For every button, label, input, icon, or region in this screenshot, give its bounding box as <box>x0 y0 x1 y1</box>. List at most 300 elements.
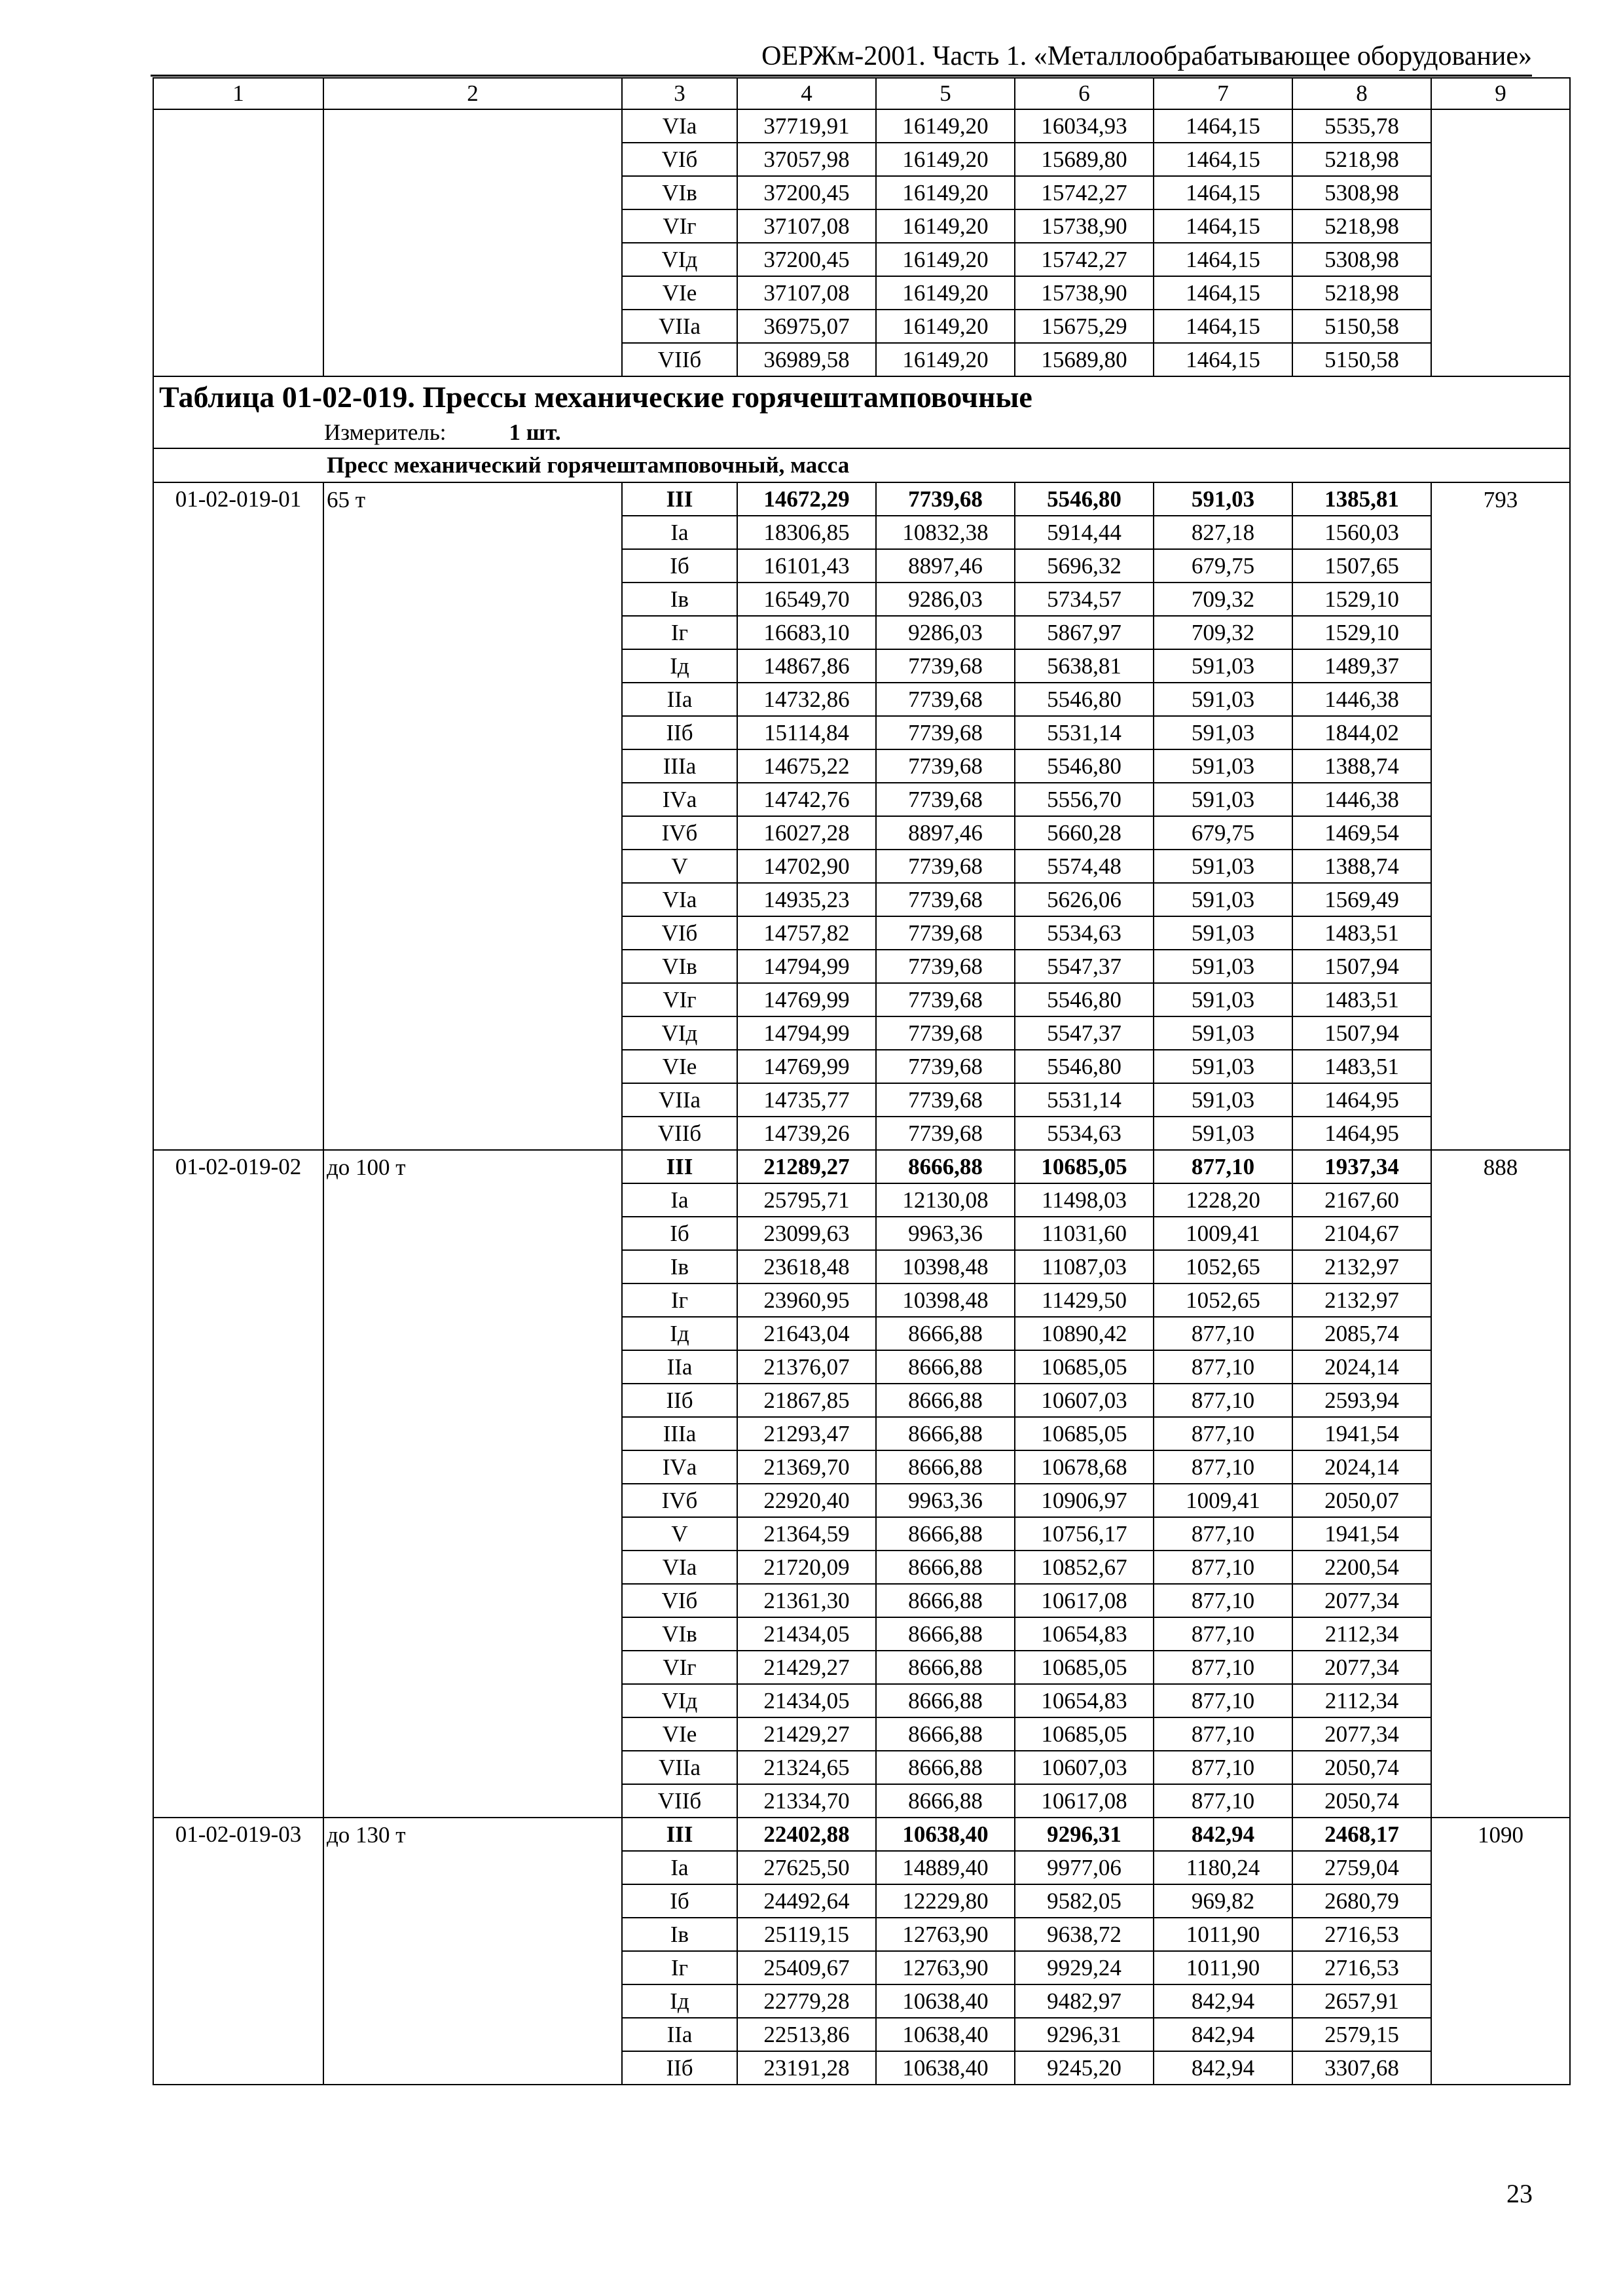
name-cell <box>323 1083 622 1117</box>
value-cell: 10852,67 <box>1015 1551 1154 1584</box>
code-cell <box>153 1350 323 1384</box>
code-cell <box>153 310 323 343</box>
code-cell <box>153 1517 323 1551</box>
value-cell: 36989,58 <box>737 343 876 376</box>
value-cell: 2112,34 <box>1292 1617 1431 1651</box>
value-cell: 2579,15 <box>1292 2018 1431 2051</box>
value-cell: 21867,85 <box>737 1384 876 1417</box>
value-cell: 679,75 <box>1154 549 1292 583</box>
code-cell <box>153 343 323 376</box>
value-cell: 7739,68 <box>876 683 1015 716</box>
table-row <box>153 243 1570 276</box>
code-cell <box>153 516 323 549</box>
value-cell: 9963,36 <box>876 1217 1015 1250</box>
value-cell: 10607,03 <box>1015 1384 1154 1417</box>
value-cell: 21369,70 <box>737 1450 876 1484</box>
code-cell <box>153 1717 323 1751</box>
value-cell: 37200,45 <box>737 176 876 209</box>
zone-cell: Iб <box>622 1884 737 1918</box>
value-cell: 8897,46 <box>876 816 1015 850</box>
code-cell <box>153 783 323 816</box>
value-cell: 12763,90 <box>876 1918 1015 1951</box>
value-cell: 14702,90 <box>737 850 876 883</box>
value-cell: 14742,76 <box>737 783 876 816</box>
value-cell: 10654,83 <box>1015 1617 1154 1651</box>
table-row <box>153 549 1570 583</box>
value-cell: 679,75 <box>1154 816 1292 850</box>
zone-cell: IIIа <box>622 749 737 783</box>
value-cell: 7739,68 <box>876 482 1015 516</box>
code-cell <box>153 1751 323 1784</box>
name-cell <box>323 1617 622 1651</box>
value-cell: 14794,99 <box>737 950 876 983</box>
value-cell: 15114,84 <box>737 716 876 749</box>
value-cell: 5574,48 <box>1015 850 1154 883</box>
value-cell: 1052,65 <box>1154 1283 1292 1317</box>
col9-cell <box>1431 816 1570 850</box>
code-cell <box>153 683 323 716</box>
table-row <box>153 1317 1570 1350</box>
col9-cell <box>1431 1884 1570 1918</box>
name-cell <box>323 1217 622 1250</box>
value-cell: 1507,94 <box>1292 1016 1431 1050</box>
col9-cell <box>1431 310 1570 343</box>
name-cell <box>323 1016 622 1050</box>
name-cell <box>323 209 622 243</box>
col9-cell <box>1431 343 1570 376</box>
table-row <box>153 310 1570 343</box>
name-cell <box>323 716 622 749</box>
value-cell: 2167,60 <box>1292 1183 1431 1217</box>
value-cell: 5218,98 <box>1292 276 1431 310</box>
value-cell: 709,32 <box>1154 583 1292 616</box>
subheading-row <box>153 448 1570 482</box>
table-row <box>153 1016 1570 1050</box>
value-cell: 14757,82 <box>737 916 876 950</box>
value-cell: 9296,31 <box>1015 2018 1154 2051</box>
value-cell: 591,03 <box>1154 649 1292 683</box>
value-cell: 16149,20 <box>876 209 1015 243</box>
col9-cell <box>1431 143 1570 176</box>
column-number: 6 <box>1015 78 1154 109</box>
value-cell: 5546,80 <box>1015 482 1154 516</box>
code-cell <box>153 276 323 310</box>
zone-cell: VIIа <box>622 1751 737 1784</box>
name-cell <box>323 850 622 883</box>
value-cell: 2132,97 <box>1292 1250 1431 1283</box>
value-cell: 877,10 <box>1154 1584 1292 1617</box>
zone-cell: IIб <box>622 2051 737 2085</box>
value-cell: 9638,72 <box>1015 1918 1154 1951</box>
code-cell: 01-02-019-02 <box>153 1150 323 1183</box>
zone-cell: III <box>622 1150 737 1183</box>
value-cell: 21364,59 <box>737 1517 876 1551</box>
value-cell: 877,10 <box>1154 1751 1292 1784</box>
name-cell <box>323 1250 622 1283</box>
table-row <box>153 1050 1570 1083</box>
name-cell <box>323 1751 622 1784</box>
zone-cell: Iд <box>622 1317 737 1350</box>
name-cell <box>323 1684 622 1717</box>
column-number: 9 <box>1431 78 1570 109</box>
code-cell <box>153 816 323 850</box>
value-cell: 2024,14 <box>1292 1450 1431 1484</box>
value-cell: 10398,48 <box>876 1250 1015 1283</box>
code-cell <box>153 1951 323 1984</box>
zone-cell: Iв <box>622 583 737 616</box>
table-row <box>153 1183 1570 1217</box>
code-cell <box>153 1384 323 1417</box>
value-cell: 2024,14 <box>1292 1350 1431 1384</box>
col9-cell <box>1431 176 1570 209</box>
zone-cell: Iг <box>622 1283 737 1317</box>
code-cell: 01-02-019-03 <box>153 1818 323 1851</box>
value-cell: 1464,15 <box>1154 343 1292 376</box>
value-cell: 2077,34 <box>1292 1717 1431 1751</box>
table-row <box>153 983 1570 1016</box>
value-cell: 16549,70 <box>737 583 876 616</box>
value-cell: 2085,74 <box>1292 1317 1431 1350</box>
code-cell <box>153 850 323 883</box>
code-cell <box>153 1450 323 1484</box>
name-cell <box>323 1717 622 1751</box>
value-cell: 591,03 <box>1154 950 1292 983</box>
value-cell: 7739,68 <box>876 649 1015 683</box>
name-cell <box>323 276 622 310</box>
table-row <box>153 1651 1570 1684</box>
zone-cell: VIIа <box>622 1083 737 1117</box>
value-cell: 37057,98 <box>737 143 876 176</box>
name-cell <box>323 1551 622 1584</box>
code-cell <box>153 950 323 983</box>
value-cell: 1483,51 <box>1292 1050 1431 1083</box>
value-cell: 16149,20 <box>876 343 1015 376</box>
value-cell: 1446,38 <box>1292 783 1431 816</box>
name-cell <box>323 1918 622 1951</box>
zone-cell: VIIа <box>622 310 737 343</box>
value-cell: 1464,95 <box>1292 1083 1431 1117</box>
value-cell: 877,10 <box>1154 1551 1292 1584</box>
zone-cell: VIе <box>622 1050 737 1083</box>
col9-cell <box>1431 209 1570 243</box>
value-cell: 5308,98 <box>1292 176 1431 209</box>
table-row <box>153 1350 1570 1384</box>
name-cell: 65 т <box>323 482 622 516</box>
code-cell <box>153 716 323 749</box>
value-cell: 877,10 <box>1154 1450 1292 1484</box>
zone-cell: Iд <box>622 649 737 683</box>
table-row <box>153 176 1570 209</box>
value-cell: 12763,90 <box>876 1951 1015 1984</box>
value-cell: 15689,80 <box>1015 143 1154 176</box>
value-cell: 591,03 <box>1154 1083 1292 1117</box>
value-cell: 16149,20 <box>876 109 1015 143</box>
value-cell: 7739,68 <box>876 1083 1015 1117</box>
code-cell <box>153 1050 323 1083</box>
col9-cell <box>1431 1250 1570 1283</box>
value-cell: 5660,28 <box>1015 816 1154 850</box>
column-number: 5 <box>876 78 1015 109</box>
zone-cell: Iг <box>622 616 737 649</box>
value-cell: 10678,68 <box>1015 1450 1154 1484</box>
column-number: 1 <box>153 78 323 109</box>
value-cell: 877,10 <box>1154 1350 1292 1384</box>
col9-cell <box>1431 683 1570 716</box>
code-cell <box>153 1183 323 1217</box>
value-cell: 1489,37 <box>1292 649 1431 683</box>
name-cell <box>323 2051 622 2085</box>
name-cell <box>323 143 622 176</box>
col9-cell <box>1431 1851 1570 1884</box>
value-cell: 1507,65 <box>1292 549 1431 583</box>
value-cell: 591,03 <box>1154 883 1292 916</box>
value-cell: 10638,40 <box>876 1984 1015 2018</box>
value-cell: 37719,91 <box>737 109 876 143</box>
value-cell: 2716,53 <box>1292 1918 1431 1951</box>
col9-cell <box>1431 1717 1570 1751</box>
value-cell: 2050,07 <box>1292 1484 1431 1517</box>
col9-cell <box>1431 2018 1570 2051</box>
table-row <box>153 916 1570 950</box>
value-cell: 1228,20 <box>1154 1183 1292 1217</box>
name-cell <box>323 1283 622 1317</box>
code-cell <box>153 1918 323 1951</box>
col9-cell <box>1431 783 1570 816</box>
code-cell <box>153 1851 323 1884</box>
code-cell <box>153 1484 323 1517</box>
zone-cell: VIIб <box>622 343 737 376</box>
value-cell: 1469,54 <box>1292 816 1431 850</box>
value-cell: 591,03 <box>1154 1050 1292 1083</box>
table-row <box>153 516 1570 549</box>
col9-cell <box>1431 1551 1570 1584</box>
table-row <box>153 1951 1570 1984</box>
value-cell: 877,10 <box>1154 1617 1292 1651</box>
col9-cell: 793 <box>1431 482 1570 516</box>
code-cell <box>153 176 323 209</box>
code-cell <box>153 749 323 783</box>
name-cell <box>323 1350 622 1384</box>
code-cell <box>153 1083 323 1117</box>
code-cell: 01-02-019-01 <box>153 482 323 516</box>
value-cell: 16149,20 <box>876 310 1015 343</box>
value-cell: 1464,95 <box>1292 1117 1431 1150</box>
code-cell <box>153 1584 323 1617</box>
zone-cell: IIа <box>622 683 737 716</box>
zone-cell: VIIб <box>622 1117 737 1150</box>
value-cell: 10607,03 <box>1015 1751 1154 1784</box>
value-cell: 10890,42 <box>1015 1317 1154 1350</box>
value-cell: 591,03 <box>1154 850 1292 883</box>
page-header: ОЕРЖм-2001. Часть 1. «Металлообрабатывающее оборудование» <box>151 38 1532 77</box>
value-cell: 16101,43 <box>737 549 876 583</box>
table-row <box>153 950 1570 983</box>
value-cell: 15742,27 <box>1015 176 1154 209</box>
name-cell <box>323 109 622 143</box>
meter-unit: 1 шт. <box>509 420 561 445</box>
value-cell: 877,10 <box>1154 1784 1292 1818</box>
zone-cell: VIв <box>622 176 737 209</box>
zone-cell: IVа <box>622 1450 737 1484</box>
value-cell: 21334,70 <box>737 1784 876 1818</box>
table-row <box>153 1717 1570 1751</box>
value-cell: 12229,80 <box>876 1884 1015 1918</box>
value-cell: 2716,53 <box>1292 1951 1431 1984</box>
value-cell: 11429,50 <box>1015 1283 1154 1317</box>
zone-cell: VIд <box>622 1684 737 1717</box>
value-cell: 8666,88 <box>876 1617 1015 1651</box>
zone-cell: VIг <box>622 1651 737 1684</box>
col9-cell <box>1431 1651 1570 1684</box>
value-cell: 2050,74 <box>1292 1751 1431 1784</box>
name-cell <box>323 983 622 1016</box>
table-title-row <box>153 376 1570 418</box>
value-cell: 5626,06 <box>1015 883 1154 916</box>
name-cell <box>323 1851 622 1884</box>
subheading: Пресс механический горячештамповочный, масса <box>153 448 1570 482</box>
col9-cell <box>1431 850 1570 883</box>
zone-cell: Iб <box>622 549 737 583</box>
zone-cell: IIIа <box>622 1417 737 1450</box>
value-cell: 591,03 <box>1154 1117 1292 1150</box>
value-cell: 591,03 <box>1154 983 1292 1016</box>
value-cell: 8666,88 <box>876 1551 1015 1584</box>
table-row <box>153 1851 1570 1884</box>
value-cell: 2132,97 <box>1292 1283 1431 1317</box>
value-cell: 22920,40 <box>737 1484 876 1517</box>
zone-cell: VIб <box>622 916 737 950</box>
value-cell: 2200,54 <box>1292 1551 1431 1584</box>
code-cell <box>153 983 323 1016</box>
code-cell <box>153 883 323 916</box>
col9-cell <box>1431 1617 1570 1651</box>
value-cell: 37200,45 <box>737 243 876 276</box>
value-cell: 21434,05 <box>737 1617 876 1651</box>
table-row <box>153 716 1570 749</box>
name-cell <box>323 1384 622 1417</box>
table-row <box>153 1617 1570 1651</box>
value-cell: 16034,93 <box>1015 109 1154 143</box>
value-cell: 25409,67 <box>737 1951 876 1984</box>
table-row <box>153 1283 1570 1317</box>
value-cell: 8666,88 <box>876 1751 1015 1784</box>
value-cell: 10906,97 <box>1015 1484 1154 1517</box>
value-cell: 1941,54 <box>1292 1417 1431 1450</box>
value-cell: 2050,74 <box>1292 1784 1431 1818</box>
col9-cell <box>1431 1016 1570 1050</box>
value-cell: 1569,49 <box>1292 883 1431 916</box>
col9-cell <box>1431 883 1570 916</box>
value-cell: 7739,68 <box>876 1050 1015 1083</box>
value-cell: 14769,99 <box>737 1050 876 1083</box>
value-cell: 25119,15 <box>737 1918 876 1951</box>
value-cell: 8666,88 <box>876 1350 1015 1384</box>
value-cell: 14732,86 <box>737 683 876 716</box>
zone-cell: VIг <box>622 983 737 1016</box>
value-cell: 2104,67 <box>1292 1217 1431 1250</box>
table-row <box>153 583 1570 616</box>
value-cell: 877,10 <box>1154 1384 1292 1417</box>
zone-cell: IVа <box>622 783 737 816</box>
value-cell: 1180,24 <box>1154 1851 1292 1884</box>
value-cell: 16027,28 <box>737 816 876 850</box>
value-cell: 7739,68 <box>876 1117 1015 1150</box>
value-cell: 1464,15 <box>1154 143 1292 176</box>
zone-cell: Iа <box>622 516 737 549</box>
value-cell: 877,10 <box>1154 1651 1292 1684</box>
value-cell: 877,10 <box>1154 1317 1292 1350</box>
value-cell: 14867,86 <box>737 649 876 683</box>
zone-cell: IIб <box>622 716 737 749</box>
name-cell: до 100 т <box>323 1150 622 1183</box>
zone-cell: IIа <box>622 1350 737 1384</box>
zone-cell: VIд <box>622 1016 737 1050</box>
price-table <box>153 77 1571 2085</box>
value-cell: 3307,68 <box>1292 2051 1431 2085</box>
value-cell: 10654,83 <box>1015 1684 1154 1717</box>
value-cell: 5867,97 <box>1015 616 1154 649</box>
col9-cell <box>1431 1684 1570 1717</box>
page-number: 23 <box>1506 2179 1533 2208</box>
col9-cell <box>1431 983 1570 1016</box>
value-cell: 8666,88 <box>876 1317 1015 1350</box>
value-cell: 5308,98 <box>1292 243 1431 276</box>
col9-cell <box>1431 1784 1570 1818</box>
value-cell: 1011,90 <box>1154 1918 1292 1951</box>
table-row <box>153 1250 1570 1283</box>
value-cell: 24492,64 <box>737 1884 876 1918</box>
code-cell <box>153 549 323 583</box>
name-cell <box>323 516 622 549</box>
value-cell: 5534,63 <box>1015 916 1154 950</box>
value-cell: 21429,27 <box>737 1651 876 1684</box>
value-cell: 591,03 <box>1154 916 1292 950</box>
col9-cell <box>1431 616 1570 649</box>
table-row <box>153 1083 1570 1117</box>
name-cell <box>323 1784 622 1818</box>
zone-cell: VIа <box>622 883 737 916</box>
code-cell <box>153 649 323 683</box>
value-cell: 15742,27 <box>1015 243 1154 276</box>
code-cell <box>153 1684 323 1717</box>
table-row <box>153 1150 1570 1183</box>
name-cell <box>323 1417 622 1450</box>
value-cell: 5546,80 <box>1015 683 1154 716</box>
col9-cell <box>1431 1484 1570 1517</box>
col9-cell <box>1431 1951 1570 1984</box>
value-cell: 8666,88 <box>876 1684 1015 1717</box>
value-cell: 9296,31 <box>1015 1818 1154 1851</box>
value-cell: 5534,63 <box>1015 1117 1154 1150</box>
col9-cell <box>1431 549 1570 583</box>
table-row <box>153 1918 1570 1951</box>
value-cell: 11031,60 <box>1015 1217 1154 1250</box>
value-cell: 10685,05 <box>1015 1350 1154 1384</box>
value-cell: 8666,88 <box>876 1584 1015 1617</box>
table-row <box>153 1884 1570 1918</box>
value-cell: 8666,88 <box>876 1717 1015 1751</box>
value-cell: 5218,98 <box>1292 143 1431 176</box>
value-cell: 1464,15 <box>1154 310 1292 343</box>
value-cell: 5547,37 <box>1015 1016 1154 1050</box>
name-cell <box>323 343 622 376</box>
zone-cell: Iв <box>622 1250 737 1283</box>
zone-cell: VIа <box>622 1551 737 1584</box>
value-cell: 10685,05 <box>1015 1651 1154 1684</box>
column-number: 8 <box>1292 78 1431 109</box>
table-row <box>153 883 1570 916</box>
col9-cell <box>1431 1918 1570 1951</box>
